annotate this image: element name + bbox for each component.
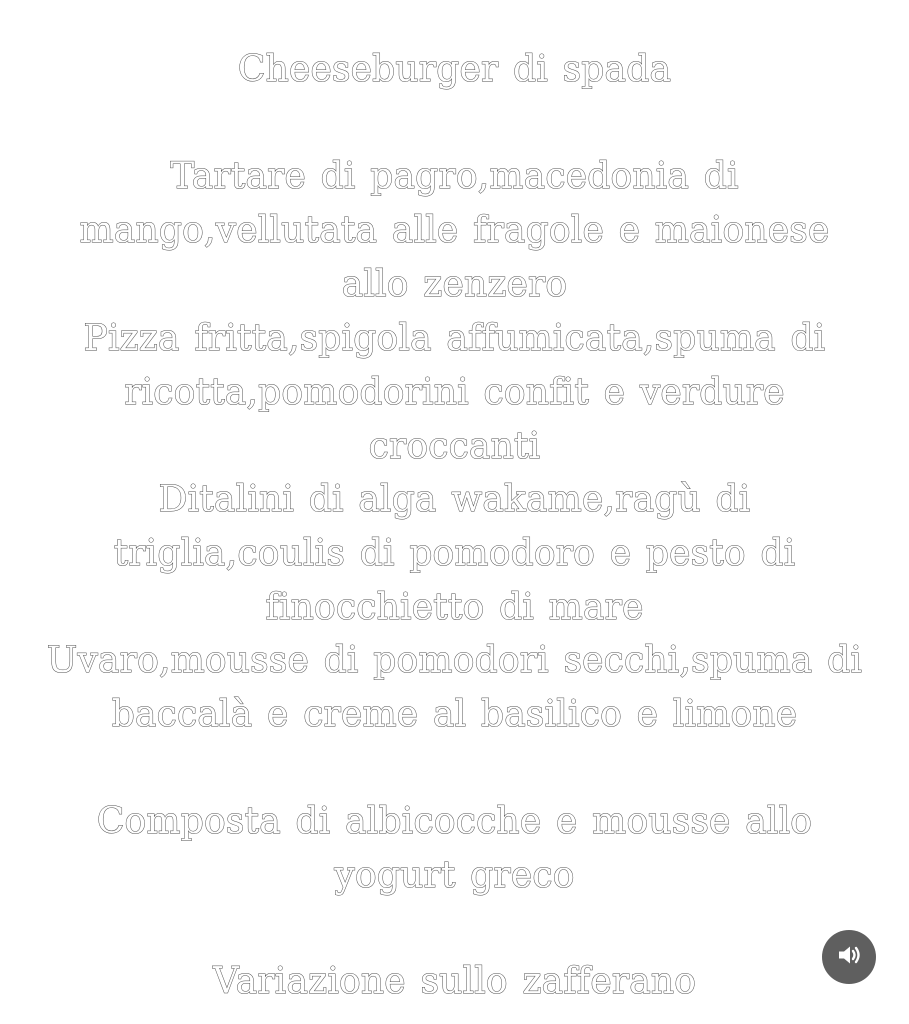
menu-item-3: Pizza fritta,spigola affumicata,spuma di ricotta,pomodorini confit e verdure croccanti (83, 318, 826, 467)
audio-toggle-button[interactable] (822, 930, 876, 984)
speaker-volume-icon (835, 941, 863, 974)
menu-item-5: Uvaro,mousse di pomodori secchi,spuma di baccalà e creme al basilico e limone (46, 640, 863, 735)
menu-item-7: Variazione sullo zafferano (212, 961, 697, 1002)
menu-item-6: Composta di albicocche e mousse allo yogurt greco (96, 801, 813, 896)
menu-item-2: Tartare di pagro,macedonia di mango,vellutata alle fragole e maionese allo zenzero (79, 156, 830, 305)
menu-item-1: Cheeseburger di spada (237, 49, 672, 90)
menu-item-4: Ditalini di alga wakame,ragù di triglia,coulis di pomodoro e pesto di finocchietto di mare (113, 479, 796, 628)
